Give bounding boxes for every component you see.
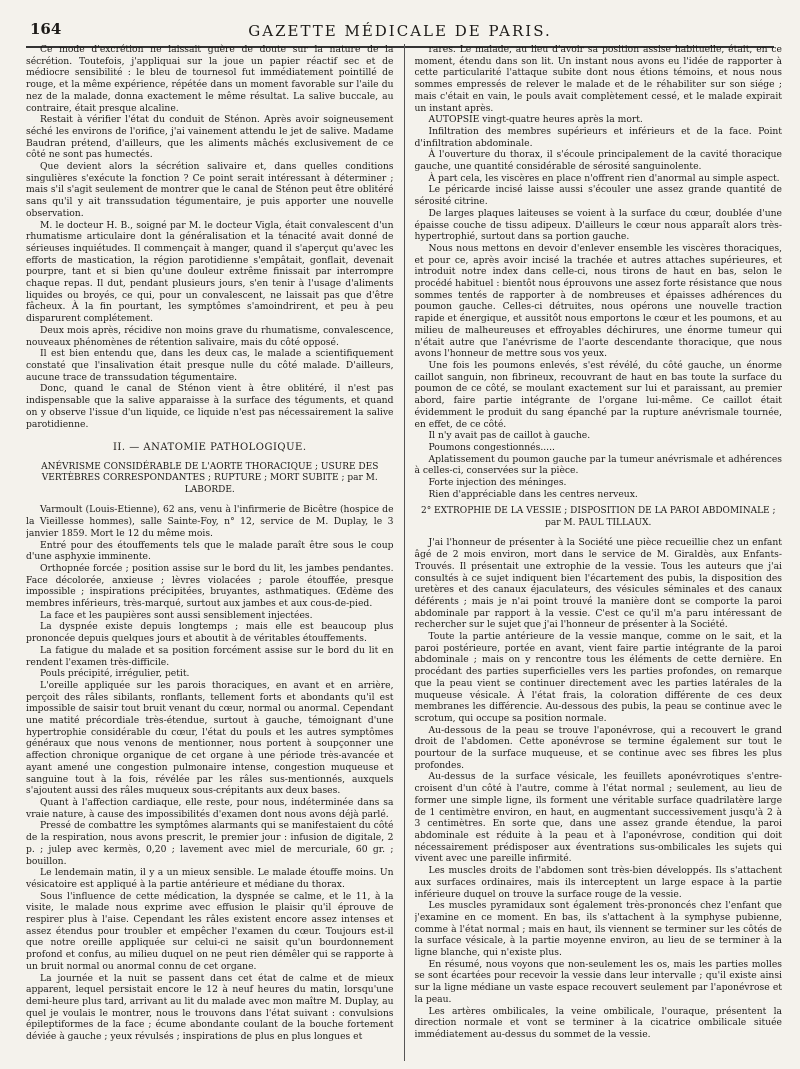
paragraph: À l'ouverture du thorax, il s'écoule principalement de la cavité thoracique gauche, une quantité considérable de sérosité sanguinolente. <box>414 149 782 173</box>
paragraph: Quant à l'affection cardiaque, elle reste, pour nous, indéterminée dans sa vraie nature, à cause des impossibilités d'examen dont nous avons déjà parlé. <box>26 796 394 820</box>
paragraph: Deux mois après, récidive non moins grave du rhumatisme, convalescence, nouveaux phénomènes de rétention salivaire, mais du côté opposé. <box>26 324 394 348</box>
paragraph: Rien d'appréciable dans les centres nerveux. <box>428 488 638 500</box>
paragraph: Au-dessus de la surface vésicale, les feuillets aponévrotiques s'entre-croisent d'un côté à l'autre, comme à l'état normal ; seulement, au lieu de former une simple ligne, ils forment une véritable surface quadrilatère large de 1 centimètre environ, en haut, en augmentant successivement jusqu'à 2 à 3 centimètres. En sorte que, dans une assez grande étendue, la paroi abdominale est réduite à la peau et à l'aponévrose, condition qui doit nécessairement prédisposer aux éventrations sus-ombilicales les sujets qui vivent avec une pareille infirmité. <box>414 771 782 865</box>
column-divider <box>404 44 405 1061</box>
paragraph: Les muscles pyramidaux sont également très-prononcés chez l'enfant que j'examine en ce moment. En bas, ils s'attachent à la symphyse pubienne, comme à l'état normal ; mais en haut, ils viennent se terminer sur les côtés de la surface vésicale, à la partie moyenne environ, au lieu de se terminer à la ligne blanche, qui n'existe plus. <box>414 900 782 959</box>
paragraph: Entré pour des étouffements tels que le malade paraît être sous le coup d'une asphyxie imminente. <box>26 539 394 563</box>
case-title: 2° EXTROPHIE DE LA VESSIE ; DISPOSITION DE LA PAROI ABDOMINALE ; par M. PAUL TILLAUX. <box>420 506 776 528</box>
paragraph: De larges plaques laiteuses se voient à la surface du cœur, doublée d'une épaisse couche de tissu adipeux. D'ailleurs le cœur nous apparaît alors très-hypertrophié, surtout dans sa portion gauche. <box>414 207 782 243</box>
paragraph: rares. Le malade, au lieu d'avoir sa position assise habituelle, était, en ce moment, étendu dans son lit. Un instant nous avons eu l'idée de rapporter à cette particularité l'attaque subite dont nous étions témoins, et nous nous sommes empressés de relever le malade et de le réhabiliter sur son siége ; mais c'était en vain, le pouls avait complètement cessé, et le malade expirait un instant après. <box>414 44 782 114</box>
paragraph: AUTOPSIE vingt-quatre heures après la mort. <box>428 114 643 126</box>
paragraph: Toute la partie antérieure de la vessie manque, comme on le sait, et la paroi postérieure, portée en avant, vient faire partie intégrante de la paroi abdominale ; mais on y rencontre tous les éléments de cette dernière. En procédant des parties superficielles vers les parties profondes, on remarque que la peau vient se continuer directement avec les parties latérales de la muqueuse vésicale. À l'état frais, la coloration différente de ces deux membranes les différencie. Au-dessous des pubis, la peau se continue avec le scrotum, qui occupe sa position normale. <box>414 631 782 724</box>
paragraph: Le lendemain matin, il y a un mieux sensible. Le malade étouffe moins. Un vésicatoire est appliqué à la partie antérieure et médiane du thorax. <box>26 867 394 890</box>
paragraph: Pressé de combattre les symptômes alarmants qui se manifestaient du côté de la respiration, nous avons prescrit, le premier jour : infusion de digitale, 2 p. ; julep avec kermès, 0,20 ; lavement avec miel de mercuriale, 60 gr. ; bouillon. <box>26 820 394 867</box>
paragraph: Poumons congestionnés..... <box>428 441 555 453</box>
page-header <box>20 14 780 40</box>
paragraph: Orthopnée forcée ; position assise sur le bord du lit, les jambes pendantes. Face décolorée, anxieuse ; lèvres violacées ; parole étouffée, presque impossible ; inspirations précipitées, bruyantes, asthmatiques. Œdème des membres inférieurs, très-marqué, surtout aux jambes et aux cous-de-pied. <box>26 562 394 610</box>
paragraph: Donc, quand le canal de Sténon vient à être oblitéré, il n'est pas indispensable que la salive apparaisse à la surface des téguments, et quand on y observe l'issue d'un liquide, ce liquide n'est pas nécessairement la salive parotidienne. <box>26 383 394 430</box>
paragraph: Le péricarde incisé laisse aussi s'écouler une assez grande quantité de sérosité citrine. <box>414 184 782 208</box>
paragraph: M. le docteur H. B., soigné par M. le docteur Vigla, était convalescent d'un rhumatisme articulaire dont la généralisation et la ténacité avait donné de sérieuses inquiétudes. Il commençait à manger, quand il s'aperçut qu'avec les efforts de mastication, la région parotidienne s'empâtait, gonflait, devenait pourpre, tant et si bien qu'une douleur extrême finissait par interrompre chaque repas. Il dut, pendant plusieurs jours, s'en tenir à l'usage d'aliments liquides ou broyés, ce qui, pour un convalescent, ne laissait pas que d'être fâcheux. À la fin pourtant, les symptômes s'amoindrirent, et peu à peu disparurent complétement. <box>26 219 394 325</box>
paragraph: Forte injection des méninges. <box>428 477 567 489</box>
case-title: ANÉVRISME CONSIDÉRABLE DE L'AORTE THORACIQUE ; USURE DES VERTÈBRES CORRESPONDANTES ; RUPTURE ; MORT SUBITE ; par M. LABORDE. <box>41 461 379 495</box>
paragraph: Les muscles droits de l'abdomen sont très-bien développés. Ils s'attachent aux surfaces ordinaires, mais ils interceptent un large espace à la partie inférieure duquel on trouve la surface rouge de la vessie. <box>414 865 782 900</box>
paragraph: Que devient alors la sécrétion salivaire et, dans quelles conditions singulières s'exécute la fonction ? Ce point serait intéressant à déterminer ; mais s'il s'agit seulement de montrer que le canal de Sténon peut être oblitéré sans qu'il y ait transsudation tégumentaire, je puis apporter une nouvelle observation. <box>26 161 394 219</box>
paragraph: Une fois les poumons enlevés, s'est révélé, du côté gauche, un énorme caillot sanguin, non fibrineux, recouvrant de haut en bas toute la surface du poumon de ce côté, se moulant exactement sur lui et paraissant, au premier abord, faire partie intégrante de l'organe lui-même. Ce caillot était évidemment le produit du sang épanché par la rupture anévrismale tournée, en effet, de ce côté. <box>414 359 782 430</box>
journal-title: GAZETTE MÉDICALE DE PARIS. <box>248 22 552 40</box>
paragraph: Aplatissement du poumon gauche par la tumeur anévrismale et adhérences à celles-ci, conservées sur la pièce. <box>414 453 782 477</box>
paragraph: La fatigue du malade et sa position forcément assise sur le bord du lit en rendent l'examen très-difficile. <box>26 644 394 668</box>
paragraph: Infiltration des membres supérieurs et inférieurs et de la face. Point d'infiltration abdominale. <box>414 125 782 149</box>
paragraph: La journée et la nuit se passent dans cet état de calme et de mieux apparent, lequel persistait encore le 12 à neuf heures du matin, lorsqu'une demi-heure plus tard, arrivant au lit du malade avec mon maître M. Duplay, au quel je voulais le montrer, nous le trouvons dans l'état suivant : convulsions épileptiformes de la face ; écume abondante coulant de la bouche fortement déviée à gauche ; yeux révulsés ; inspirations de plus en plus longues et <box>26 972 394 1043</box>
paragraph: Il n'y avait pas de caillot à gauche. <box>428 430 591 442</box>
paragraph: L'oreille appliquée sur les parois thoraciques, en avant et en arrière, perçoit des râles sibilants, ronflants, tellement forts et abondants qu'il est impossible de saisir tout bruit venant du cœur, normal ou anormal. Cependant une matité précordiale très-étendue, surtout à gauche, témoignant d'une hypertrophie considérable du cœur, l'état du pouls et les autres symptômes généraux que nous venons de mentionner, nous portent à soupçonner une affection chronique organique de cet organe à une période très-avancée et ayant amené une congestion pulmonaire intense, congestion muqueuse et sanguine tout à la fois, révélée par les râles sus-mentionnés, auxquels s'ajoutent aussi des râles muqueux sous-crépitants aux deux bases. <box>26 679 394 797</box>
paragraph: À part cela, les viscères en place n'offrent rien d'anormal au simple aspect. <box>428 172 780 184</box>
paragraph: La dyspnée existe depuis longtemps ; mais elle est beaucoup plus prononcée depuis quelques jours et aboutit à de véritables étouffements. <box>26 621 394 645</box>
page-number: 164 <box>30 20 62 38</box>
right-column <box>415 44 783 1061</box>
paragraph: Il est bien entendu que, dans les deux cas, le malade a scientifiquement constaté que l'insalivation était presque nulle du côté malade. D'ailleurs, aucune trace de transsudation tégumentaire. <box>26 348 394 383</box>
paragraph: Varmoult (Louis-Etienne), 62 ans, venu à l'infirmerie de Bicêtre (hospice de la Vieillesse hommes), salle Sainte-Foy, n° 12, service de M. Duplay, le 3 janvier 1859. Mort le 12 du même mois. <box>26 504 394 539</box>
paragraph: En résumé, nous voyons que non-seulement les os, mais les parties molles se sont écartées pour recevoir la vessie dans leur intervalle ; qu'il existe ainsi sur la ligne médiane un vaste espace recouvert seulement par l'aponévrose et la peau. <box>414 958 782 1005</box>
paragraph: Ce mode d'excrétion ne laissait guère de doute sur la nature de la sécrétion. Toutefois, j'appliquai sur la joue un papier réactif sec et de médiocre sensibilité : le bleu de tournesol fut immédiatement pointillé de rouge, et la même expérience, répétée dans un moment favorable sur l'aile du nez de la malade, donna exactement le même résultat. La salive buccale, au contraire, était presque alcaline. <box>26 44 394 114</box>
paragraph: Nous nous mettons en devoir d'enlever ensemble les viscères thoraciques, et pour ce, après avoir incisé la trachée et autres attaches supérieures, et introduit notre index dans celle-ci, nous tirons de haut en bas, selon le procédé habituel : bientôt nous éprouvons une assez forte résistance que nous sommes tentés de rapporter à de nombreuses et épaisses adhérences du poumon gauche. Celles-ci détruites, nous opérons une nouvelle traction rapide et énergique, et aussitôt nous emportons le cœur et les poumons, et au milieu de malheureuses et effroyables déchirures, une énorme tumeur qui n'était autre que l'anévrisme de l'aorte descendante thoracique, que nous avons l'honneur de mettre sous vos yeux. <box>414 242 782 360</box>
paragraph: La face et les paupières sont aussi sensiblement injectées. <box>40 609 313 621</box>
section-title: II. — ANATOMIE PATHOLOGIQUE. <box>112 442 307 454</box>
paragraph: Restait à vérifier l'état du conduit de Sténon. Après avoir soigneusement séché les environs de l'orifice, j'ai vainement attendu le jet de salive. Madame Baudran prétend, d'ailleurs, que les aliments mâchés exclusivement de ce côté ne sont pas humectés. <box>26 114 394 161</box>
paragraph: J'ai l'honneur de présenter à la Société une pièce recueillie chez un enfant âgé de 2 mois environ, mort dans le service de M. Giraldès, aux Enfants-Trouvés. Il présentait une extrophie de la vessie. Tous les auteurs que j'ai consultés à ce sujet indiquent bien l'écartement des pubis, la disposition des uretères et des canaux éjaculateurs, des vésicules séminales et des canaux déférents ; mais je n'ai point trouvé la manière dont se comporte la paroi abdominale par rapport à la vessie. C'est ce qu'il m'a paru intéressant de rechercher sur le sujet que j'ai l'honneur de présenter à la Société. <box>414 537 782 631</box>
paragraph: Pouls précipité, irrégulier, petit. <box>40 668 190 680</box>
paragraph: Les artères ombilicales, la veine ombilicale, l'ouraque, présentent la direction normale et vont se terminer à la cicatrice ombilicale située immédiatement au-dessus du sommet de la vessie. <box>414 1005 782 1040</box>
paragraph: Au-dessous de la peau se trouve l'aponévrose, qui a recouvert le grand droit de l'abdomen. Cette aponévrose se termine également sur tout le pourtour de la surface muqueuse, et se continue avec ses fibres les plus profondes. <box>414 724 782 771</box>
paragraph: Sous l'influence de cette médication, la dyspnée se calme, et le 11, à la visite, le malade nous exprime avec effusion le plaisir qu'il éprouve de respirer plus à l'aise. Cependant les râles existent encore assez intenses et assez étendus pour troubler et empêcher l'examen du cœur. Toujours est-il que notre oreille appliquée sur celui-ci ne saisit qu'un bourdonnement profond et confus, au milieu duquel on ne peut rien démêler qui se rapporte à un bruit normal ou anormal connu de cet organe. <box>26 890 394 972</box>
text-columns <box>26 44 782 1061</box>
left-column <box>26 44 394 1061</box>
